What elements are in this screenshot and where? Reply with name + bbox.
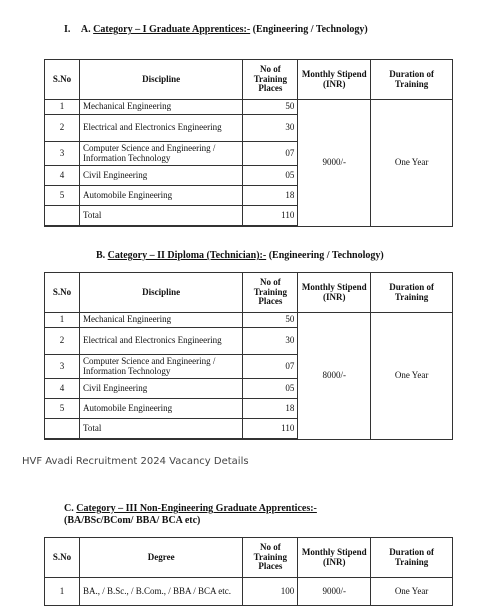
section-b-title: Category – II Diploma (Technician):- (107, 250, 267, 261)
filler (243, 439, 298, 440)
row-discipline: Mechanical Engineering (79, 100, 242, 115)
row-places: 50 (243, 100, 298, 115)
table-row (45, 100, 453, 115)
section-a-label: A. (80, 24, 91, 35)
row-places: 07 (243, 355, 298, 379)
row-places: 50 (243, 313, 298, 328)
section-b-heading (96, 250, 384, 261)
table-b (44, 272, 453, 440)
table-b-header (45, 273, 453, 313)
header-places: No of Training Places (243, 538, 298, 578)
duration-cell: One Year (371, 100, 453, 227)
row-sno: 4 (45, 379, 80, 399)
row-sno: 5 (45, 399, 80, 419)
row-places: 18 (243, 186, 298, 206)
header-sno: S.No (45, 273, 80, 313)
section-a-heading (64, 24, 368, 35)
table-row (45, 578, 453, 606)
filler (79, 439, 242, 440)
stipend-cell: 8000/- (298, 313, 371, 440)
table-a (44, 59, 453, 227)
header-discipline: Discipline (79, 60, 242, 100)
header-sno: S.No (45, 60, 80, 100)
row-discipline: Civil Engineering (79, 379, 242, 399)
filler (79, 226, 242, 227)
section-c-label: C. (64, 503, 74, 514)
section-b-label: B. (96, 250, 106, 261)
table-a-header (45, 60, 453, 100)
total-value: 110 (243, 206, 298, 226)
row-discipline: Automobile Engineering (79, 399, 242, 419)
header-duration: Duration of Training (371, 60, 453, 100)
row-stipend: 9000/- (298, 578, 371, 606)
filler (45, 439, 80, 440)
row-sno: 5 (45, 186, 80, 206)
section-a-number: I. (64, 24, 71, 35)
total-value: 110 (243, 419, 298, 439)
section-c-subtitle: (BA/BSc/BCom/ BBA/ BCA etc) (64, 515, 201, 526)
row-discipline: Computer Science and Engineering / Information Technology (79, 142, 242, 166)
header-duration: Duration of Training (371, 538, 453, 578)
row-sno: 1 (45, 578, 80, 606)
header-degree: Degree (79, 538, 242, 578)
filler (243, 226, 298, 227)
empty-cell (45, 206, 80, 226)
duration-cell: One Year (371, 313, 453, 440)
table-c-header (45, 538, 453, 578)
row-sno: 4 (45, 166, 80, 186)
section-c-title-line (64, 503, 317, 515)
header-sno: S.No (45, 538, 80, 578)
header-places: No of Training Places (243, 273, 298, 313)
filler (45, 226, 80, 227)
row-duration: One Year (371, 578, 453, 606)
row-places: 30 (243, 115, 298, 142)
table-c (44, 537, 453, 606)
row-sno: 2 (45, 115, 80, 142)
header-duration: Duration of Training (371, 273, 453, 313)
total-label: Total (79, 206, 242, 226)
row-places: 100 (243, 578, 298, 606)
row-places: 05 (243, 166, 298, 186)
section-b-subtitle: (Engineering / Technology) (268, 250, 384, 261)
row-discipline: Computer Science and Engineering / Information Technology (79, 355, 242, 379)
header-stipend: Monthly Stipend (INR) (298, 273, 371, 313)
row-sno: 3 (45, 142, 80, 166)
row-sno: 3 (45, 355, 80, 379)
row-places: 30 (243, 328, 298, 355)
row-places: 18 (243, 399, 298, 419)
empty-cell (45, 419, 80, 439)
row-sno: 2 (45, 328, 80, 355)
page-caption: HVF Avadi Recruitment 2024 Vacancy Details (22, 456, 249, 467)
header-places: No of Training Places (243, 60, 298, 100)
table-row (45, 313, 453, 328)
row-discipline: Mechanical Engineering (79, 313, 242, 328)
header-stipend: Monthly Stipend (INR) (298, 538, 371, 578)
row-discipline: Civil Engineering (79, 166, 242, 186)
row-places: 07 (243, 142, 298, 166)
row-sno: 1 (45, 100, 80, 115)
section-c-heading (64, 503, 317, 527)
row-degree: BA., / B.Sc., / B.Com., / BBA / BCA etc. (79, 578, 242, 606)
row-places: 05 (243, 379, 298, 399)
row-sno: 1 (45, 313, 80, 328)
row-discipline: Electrical and Electronics Engineering (79, 115, 242, 142)
row-discipline: Electrical and Electronics Engineering (79, 328, 242, 355)
section-c-title: Category – III Non-Engineering Graduate Apprentices:- (76, 503, 317, 514)
total-label: Total (79, 419, 242, 439)
header-discipline: Discipline (79, 273, 242, 313)
section-a-subtitle: (Engineering / Technology) (252, 24, 368, 35)
row-discipline: Automobile Engineering (79, 186, 242, 206)
header-stipend: Monthly Stipend (INR) (298, 60, 371, 100)
stipend-cell: 9000/- (298, 100, 371, 227)
section-a-title: Category – I Graduate Apprentices:- (93, 24, 251, 35)
